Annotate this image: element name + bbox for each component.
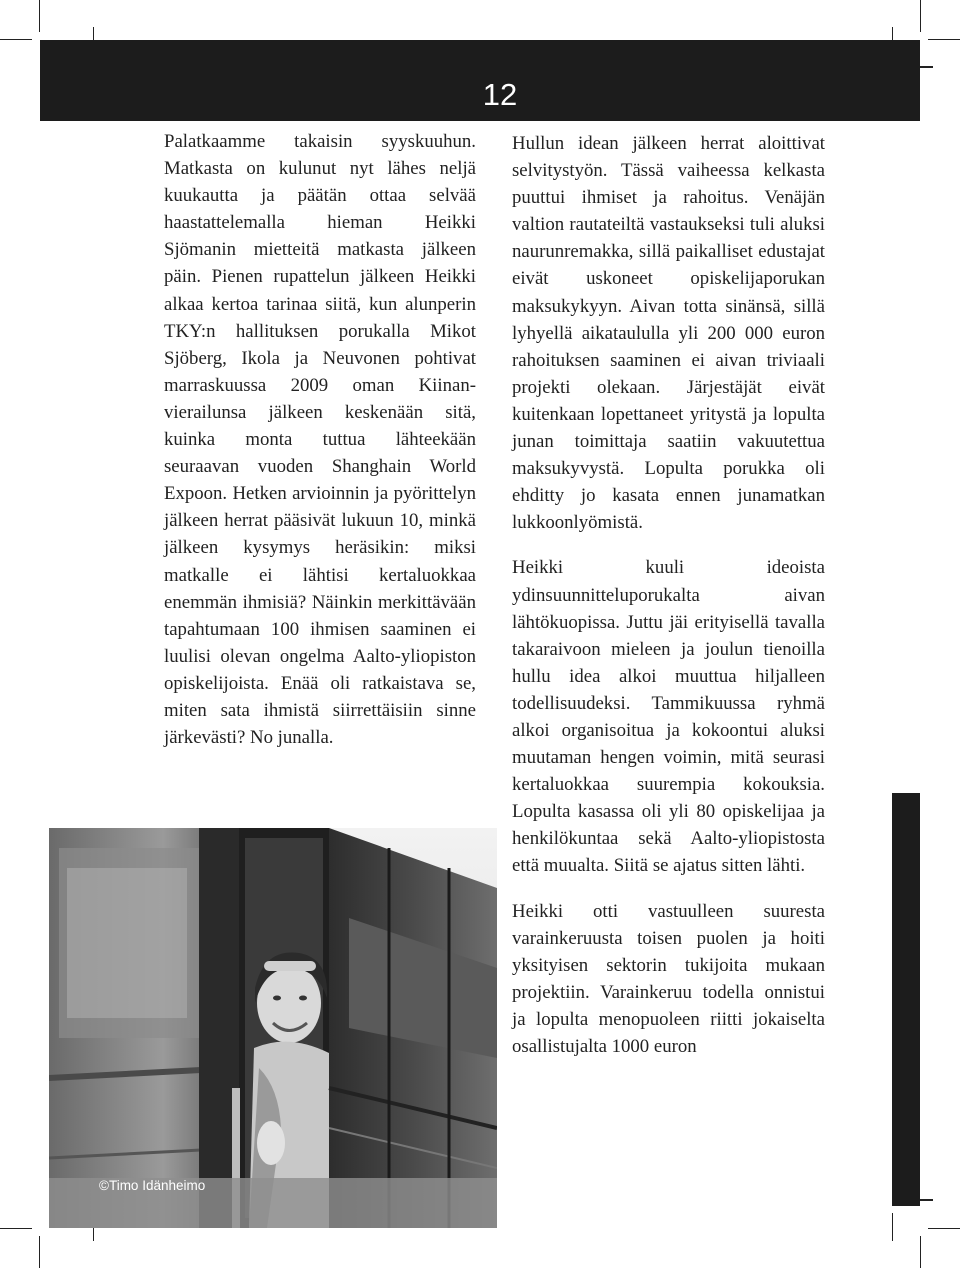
left-text-column	[164, 128, 476, 769]
crop-mark-bottom-right-horizontal	[928, 1228, 960, 1229]
side-tab-marker	[892, 793, 920, 1206]
crop-mark-bottom-right-vertical	[920, 1236, 921, 1268]
left-paragraph-1: Palatkaamme takaisin syyskuuhun. Matkasta on kulunut nyt lähes neljä kuukautta ja päätän ottaa selvää haastattelemalla hieman Heikki Sjömanin mietteitä matkasta jälkeen päin. Pienen rupattelun jälkeen Heikki alkaa kertoa tarinaa siitä, kun alunperin TKY:n hallituksen porukalla Mikot Sjöberg, Ikola ja Neuvonen pohtivat marraskuussa 2009 oman Kiinan-vierailunsa jälkeen keskenään sitä, kuinka monta tuttua lähteekään seuraavan vuoden Shanghain World Expoon. Hetken arvioinnin ja pyörittelyn jälkeen herrat pääsivät lukuun 10, minkä jälkeen kysymys heräsikin: miksi matkalle ei lähtisi kertaluokkaa enemmän ihmisiä? Näinkin merkittävään tapahtumaan 100 ihmisen saaminen ei luulisi olevan ongelma Aalto-yliopiston opiskelijoista. Enää oli ratkaistava se, miten sata ihmistä siirrettäisiin sinne järkevästi? No junalla.	[164, 131, 476, 749]
right-paragraph-2: Heikki kuuli ideoista ydinsuunnitteluporukalta aivan lähtökuopissa. Juttu jäi erityisellä tavalla takaraivoon mieleen ja joulun tienoilla hullu idea alkoi muuttua hiljalleen todellisuudeksi. Tammikuussa ryhmä alkoi organisoitua ja kokoontui aluksi muutaman hengen voimin, mitä seurasi kertaluokkaa suurempia kokouksia. Lopulta kasassa oli yli 80 opiskelijaa ja henkilökuntaa sekä Aalto-yliopistosta että muualta. Siitä se ajatus sitten lähti.	[512, 557, 825, 877]
crop-mark-bottom-left-horizontal	[0, 1228, 32, 1229]
crop-mark-top-left-vertical	[39, 0, 40, 32]
train-photo	[49, 828, 497, 1228]
crop-mark-top-left-horizontal	[0, 39, 32, 40]
train-photo-illustration	[49, 828, 497, 1228]
crop-mark-top-right-horizontal	[928, 39, 960, 40]
photo-credit: ©Timo Idänheimo	[99, 1178, 206, 1193]
right-text-column	[512, 130, 825, 1078]
crop-mark-top-right-vertical	[920, 0, 921, 32]
crop-mark-bottom-left-vertical	[39, 1236, 40, 1268]
right-paragraph-1: Hullun idean jälkeen herrat aloittivat selvitystyön. Tässä vaiheessa kelkasta puuttui ihmiset ja rahoitus. Venäjän valtion rautateiltä vastaukseksi tuli aluksi naurunremakka, sillä paikalliset edustajat eivät uskoneet opiskelijaporukan maksukykyyn. Aivan totta sinänsä, sillä lyhyellä aikataululla yli 200 000 euron rahoituksen saaminen ei aivan triviaali projekti olekaan. Järjestäjät eivät kuitenkaan lopettaneet yritystä ja lopulta junan toimittaja saatiin vakuutettua maksukyvystä. Lopulta porukka oli ehditty jo kasata ennen junamatkan lukkoonlyömistä.	[512, 133, 825, 534]
right-paragraph-3: Heikki otti vastuulleen suuresta varainkeruusta toisen puolen ja hoiti yksityisen sektorin tukijoita mukaan projektiin. Varainkeruu todella onnistui ja lopulta menopuoleen riitti jokaiselta osallistujalta 1000 euron	[512, 900, 825, 1057]
page-number: 12	[482, 77, 518, 112]
crop-mark-bottom-right-tick	[892, 1213, 893, 1241]
